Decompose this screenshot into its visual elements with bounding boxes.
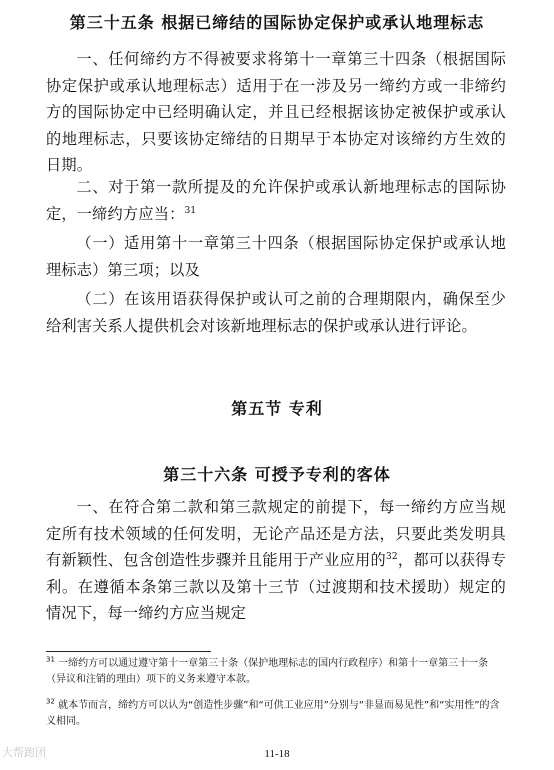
footnote-32-text: 就本节而言，缔约方可以认为“创造性步骤”和“可供工业应用”分别与“非显而易见性”和“实用性”的含义相同。 [46, 700, 500, 727]
watermark-logo: 大帮跑团 [2, 746, 46, 759]
article-35-heading: 第三十五条 根据已缔结的国际协定保护或承认地理标志 [69, 13, 485, 32]
article-36-paragraph-1-text-a: 一、在符合第二款和第三款规定的前提下，每一缔约方应当规定所有技术领域的任何发明，无论产品还是方法，只要此类发明具有新颖性、包含创造性步骤并且能用于产业应用的 [46, 498, 506, 569]
section-5-heading: 第五节 专利 [231, 399, 323, 418]
article-36-heading: 第三十六条 可授予专利的客体 [163, 465, 391, 484]
footnote-31 [46, 656, 508, 688]
article-35-paragraph-2 [46, 174, 506, 227]
article-36-paragraph-1-text-b: ，都可以获得专利。在遵循本条第三款以及第十三节（过渡期和技术援助）规定的情况下，每一缔约方应当规定 [46, 551, 506, 622]
page-number: 11-18 [264, 748, 290, 760]
article-35-item-2: （二）在该用语获得保护或认可之前的合理期限内，确保至少给利害关系人提供机会对该新地理标志的保护或承认进行评论。 [46, 290, 506, 335]
article-35-item-1: （一）适用第十一章第三十四条（根据国际协定保护或承认地理标志）第三项；以及 [46, 234, 506, 279]
footnote-31-text: 一缔约方可以通过遵守第十一章第三十条（保护地理标志的国内行政程序）和第十一章第三十一条（异议和注销的理由）项下的义务来遵守本款。 [46, 658, 489, 685]
article-35-paragraph-2-text: 二、对于第一款所提及的允许保护或承认新地理标志的国际协定，一缔约方应当： [46, 178, 506, 223]
footnote-ref-32[interactable]: 32 [385, 551, 398, 562]
footnote-32 [46, 698, 508, 730]
footnote-ref-31[interactable]: 31 [184, 205, 197, 216]
footnote-32-number: 32 [46, 697, 55, 706]
footnote-separator [46, 651, 211, 652]
article-35-paragraph-1: 一、任何缔约方不得被要求将第十一章第三十四条（根据国际协定保护或承认地理标志）适用于在一涉及另一缔约方或一非缔约方的国际协定中已经明确认定，并且已经根据该协定被保护或承认的地理标志，只要该协定缔结的日期早于本协定对该缔约方生效的日期。 [46, 50, 506, 174]
article-36-paragraph-1 [46, 494, 506, 627]
footnote-31-number: 31 [46, 655, 55, 664]
